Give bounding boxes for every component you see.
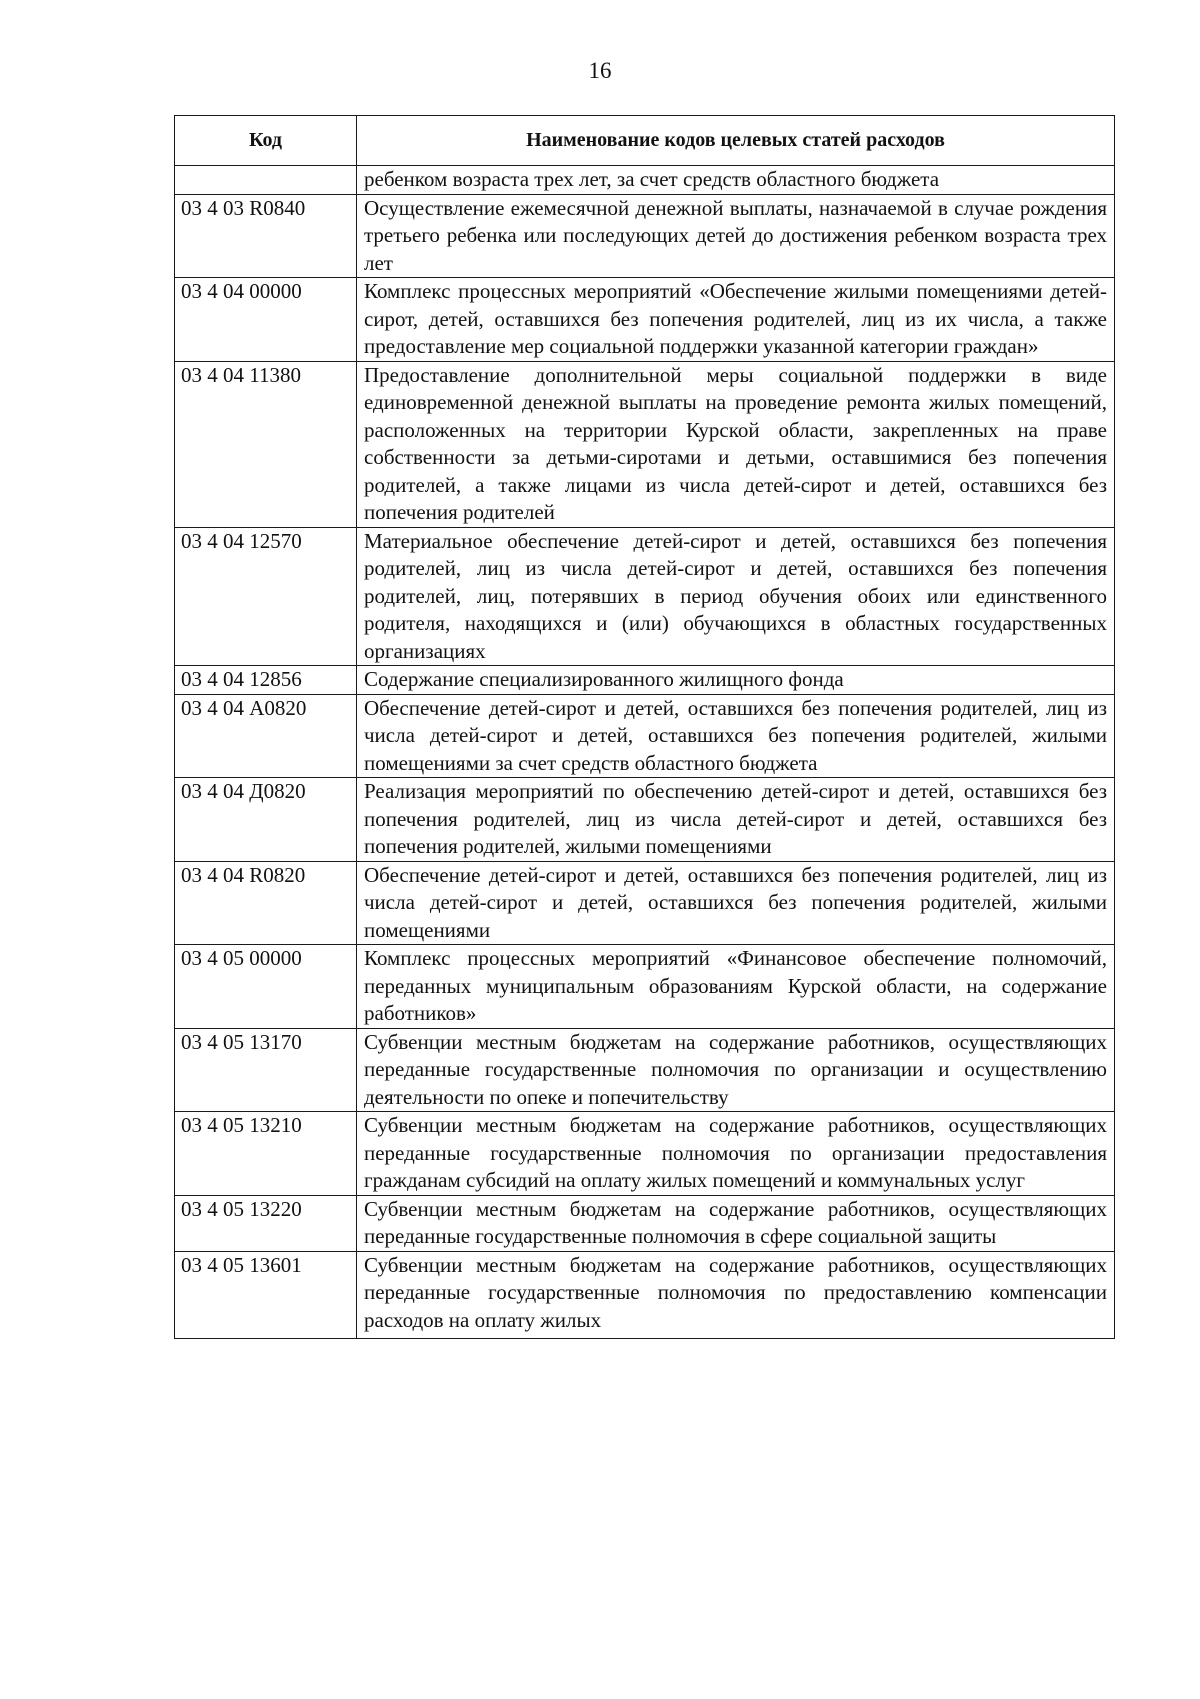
row-code: 03 4 04 R0820 [175, 861, 357, 945]
row-code: 03 4 04 12856 [175, 666, 357, 695]
table-row [175, 945, 1115, 1029]
table-row [175, 166, 1115, 195]
page-number: 16 [588, 58, 612, 83]
table-header-row [175, 116, 1115, 166]
row-name: Комплекс процессных мероприятий «Обеспечение жилыми помещениями детей-сирот, детей, оставшихся без попечения родителей, лиц из их числа, а также предоставление мер социальной поддержки указанной категории граждан» [357, 278, 1115, 362]
row-code [175, 166, 357, 195]
table-row [175, 1028, 1115, 1112]
row-name: Содержание специализированного жилищного фонда [357, 666, 1115, 695]
row-name: Субвенции местным бюджетам на содержание работников, осуществляющих переданные государственные полномочия по организации и осуществлению деятельности по опеке и попечительству [357, 1028, 1115, 1112]
row-name: Субвенции местным бюджетам на содержание работников, осуществляющих переданные государственные полномочия по организации предоставления гражданам субсидий на оплату жилых помещений и коммунальных услуг [357, 1112, 1115, 1196]
row-name: Субвенции местным бюджетам на содержание работников, осуществляющих переданные государственные полномочия в сфере социальной защиты [357, 1195, 1115, 1251]
row-code: 03 4 05 13601 [175, 1251, 357, 1339]
table-row [175, 861, 1115, 945]
table-row [175, 527, 1115, 666]
table-row [175, 1195, 1115, 1251]
row-code: 03 4 04 Д0820 [175, 778, 357, 862]
row-code: 03 4 05 00000 [175, 945, 357, 1029]
row-code: 03 4 04 00000 [175, 278, 357, 362]
code-column-header: Код [175, 116, 357, 166]
row-code: 03 4 03 R0840 [175, 194, 357, 278]
row-code: 03 4 05 13220 [175, 1195, 357, 1251]
row-code: 03 4 05 13210 [175, 1112, 357, 1196]
row-code: 03 4 04 11380 [175, 361, 357, 527]
row-name: Предоставление дополнительной меры социальной поддержки в виде единовременной денежной выплаты на проведение ремонта жилых помещений, расположенных на территории Курской области, закрепленных на праве собственности за детьми-сиротами и детьми, оставшимися без попечения родителей, а также лицами из числа детей-сирот и детей, оставшихся без попечения родителей [357, 361, 1115, 527]
table-row [175, 1251, 1115, 1339]
row-name: Материальное обеспечение детей-сирот и детей, оставшихся без попечения родителей, лиц из числа детей-сирот и детей, оставшихся без попечения родителей, лиц, потерявших в период обучения обоих или единственного родителя, находящихся и (или) обучающихся в областных государственных организациях [357, 527, 1115, 666]
row-name: Субвенции местным бюджетам на содержание работников, осуществляющих переданные государственные полномочия по предоставлению компенсации расходов на оплату жилых [357, 1251, 1115, 1339]
row-name: Комплекс процессных мероприятий «Финансовое обеспечение полномочий, переданных муниципальным образованиям Курской области, на содержание работников» [357, 945, 1115, 1029]
row-name: Реализация мероприятий по обеспечению детей-сирот и детей, оставшихся без попечения родителей, лиц из числа детей-сирот и детей, оставшихся без попечения родителей, жилыми помещениями [357, 778, 1115, 862]
table-row [175, 778, 1115, 862]
table-row [175, 694, 1115, 778]
table-row [175, 278, 1115, 362]
table-row [175, 666, 1115, 695]
row-name: ребенком возраста трех лет, за счет средств областного бюджета [357, 166, 1115, 195]
target-expense-codes-table [174, 115, 1115, 1339]
name-column-header: Наименование кодов целевых статей расходов [357, 116, 1115, 166]
table-row [175, 1112, 1115, 1196]
row-name: Обеспечение детей-сирот и детей, оставшихся без попечения родителей, лиц из числа детей-сирот и детей, оставшихся без попечения родителей, жилыми помещениями за счет средств областного бюджета [357, 694, 1115, 778]
table-row [175, 194, 1115, 278]
table-row [175, 361, 1115, 527]
row-code: 03 4 04 А0820 [175, 694, 357, 778]
row-code: 03 4 04 12570 [175, 527, 357, 666]
row-name: Осуществление ежемесячной денежной выплаты, назначаемой в случае рождения третьего ребенка или последующих детей до достижения ребенком возраста трех лет [357, 194, 1115, 278]
row-code: 03 4 05 13170 [175, 1028, 357, 1112]
row-name: Обеспечение детей-сирот и детей, оставшихся без попечения родителей, лиц из числа детей-сирот и детей, оставшихся без попечения родителей, жилыми помещениями [357, 861, 1115, 945]
